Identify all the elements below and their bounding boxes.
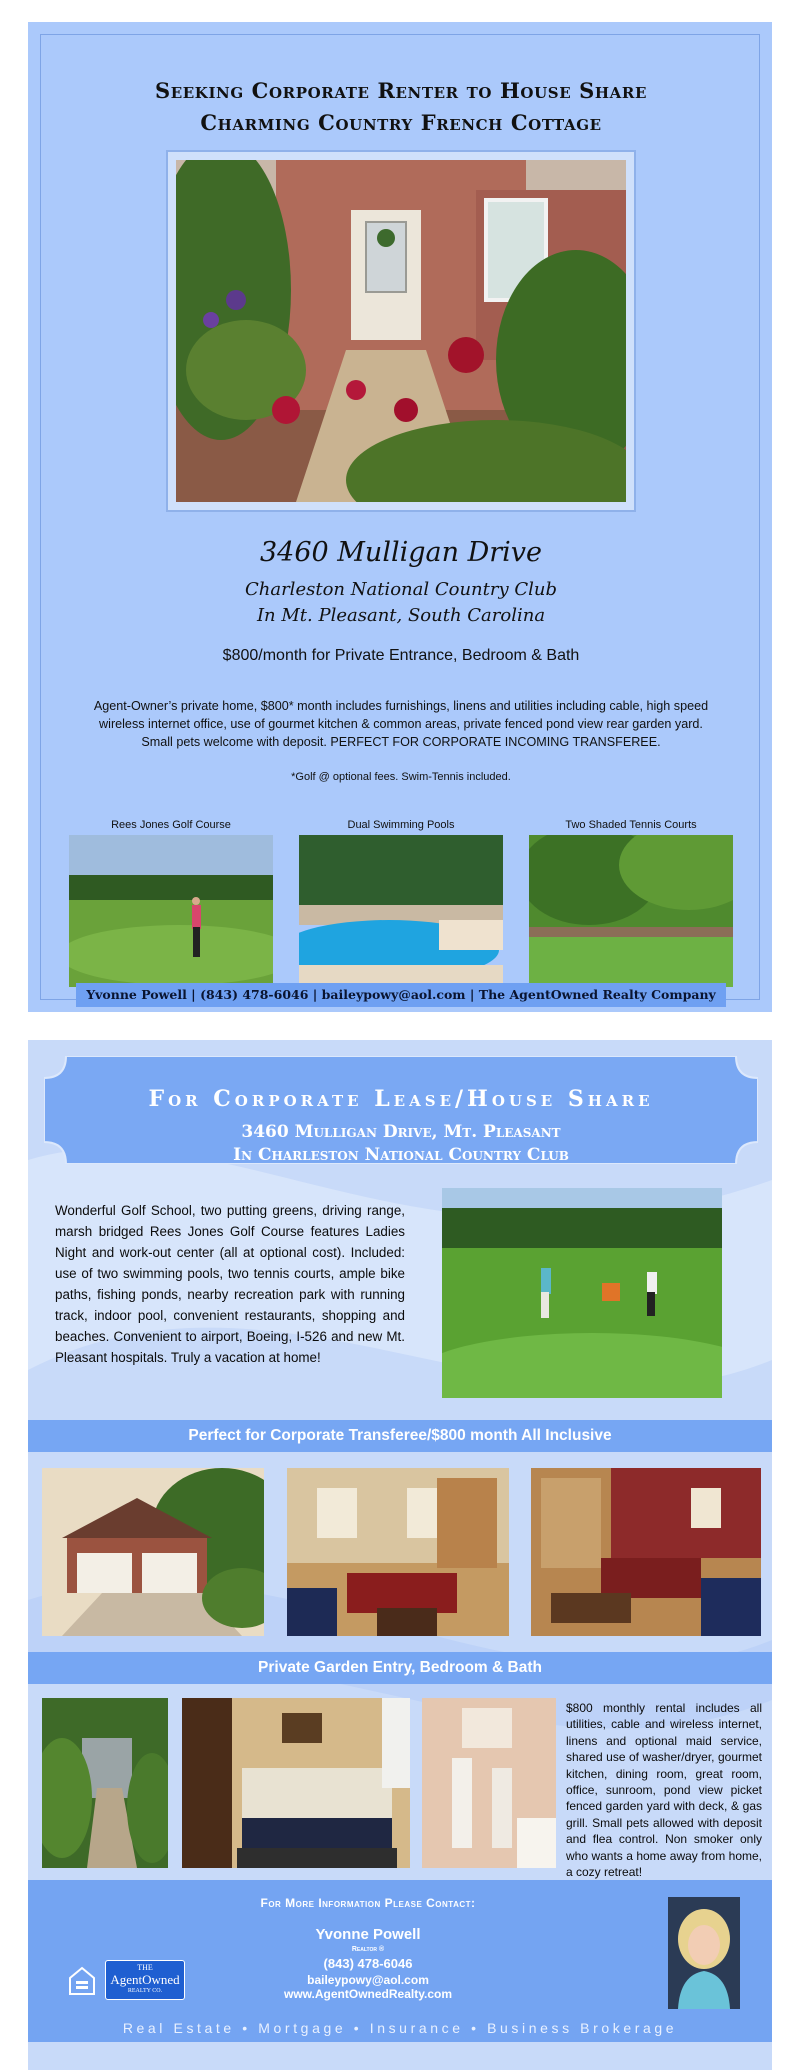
bath-photo — [422, 1698, 556, 1868]
logo-line-1: THE — [137, 1963, 153, 1972]
address-city: In Mt. Pleasant, South Carolina — [256, 605, 546, 626]
caption-tennis: Two Shaded Tennis Courts — [565, 819, 697, 831]
tennis-court-photo — [529, 835, 733, 987]
cottage-photo-frame — [166, 150, 636, 512]
banner-community: In Charleston National Country Club — [233, 1145, 569, 1165]
logo-line-2: AgentOwned — [110, 1972, 180, 1987]
flyer-border — [40, 34, 760, 1000]
price-line: $800/month for Private Entrance, Bedroom & Bath — [222, 647, 580, 664]
caption-golf: Rees Jones Golf Course — [111, 819, 231, 831]
title-line-1: Seeking Corporate Renter to House Share — [154, 78, 648, 103]
caption-pools: Dual Swimming Pools — [347, 819, 455, 831]
agent-name: Yvonne Powell — [315, 1926, 421, 1943]
golf-course-photo — [69, 835, 273, 987]
golf-note: *Golf @ optional fees. Swim-Tennis included. — [291, 771, 511, 783]
agent-phone: (843) 478-6046 — [323, 1956, 413, 1971]
agent-portrait — [668, 1897, 740, 2009]
rental-details: $800 monthly rental includes all utilities, cable and wireless internet, linens and optional maid service, shared use of washer/dryer, gourmet kitchen, dining room, great room, office, sunroom, pond view picket fenced garden yard with deck, & gas grill. Small pets allowed with deposit and flea control. Non smoker only who wants a home away from home, a cozy retreat! — [566, 1701, 762, 1880]
garden-gate-photo — [42, 1698, 168, 1868]
banner-address: 3460 Mulligan Drive, Mt. Pleasant — [241, 1122, 561, 1142]
title-line-2: Charming Country French Cottage — [200, 110, 602, 135]
equal-housing-icon — [68, 1966, 96, 1998]
flyer-title — [41, 75, 761, 139]
contact-footer — [28, 1880, 772, 2042]
bedroom-photo — [182, 1698, 410, 1868]
great-room-photo — [287, 1468, 509, 1636]
address-street: 3460 Mulligan Drive — [259, 537, 542, 568]
house-exterior-photo — [42, 1468, 264, 1636]
agent-email: baileypowy@aol.com — [307, 1973, 429, 1987]
header-banner — [44, 1056, 758, 1164]
flyer-cottage — [28, 22, 772, 1012]
agent-title: Realtor ® — [351, 1946, 385, 1953]
section-band-garden: Private Garden Entry, Bedroom & Bath — [28, 1652, 772, 1684]
amenities-paragraph: Wonderful Golf School, two putting greens, driving range, marsh bridged Rees Jones Golf Course features Ladies Night and work-out center (all at optional cost). Included: use of two swimming pools, two tennis courts, ample bike paths, fishing ponds, nearby recreation park with running track, indoor pool, convenient restaurants, shopping and beaches. Convenient to airport, Boeing, I-526 and new Mt. Pleasant hospitals. Truly a vacation at home! — [55, 1203, 405, 1365]
banner-title: For Corporate Lease/House Share — [148, 1086, 654, 1112]
section-band-transferee: Perfect for Corporate Transferee/$800 month All Inclusive — [28, 1420, 772, 1452]
logo-line-3: REALTY CO. — [127, 1988, 163, 1994]
swimming-pool-photo — [299, 835, 503, 987]
agentowned-logo — [105, 1960, 185, 2000]
footer-heading: For More Information Please Contact: — [260, 1896, 476, 1910]
sunroom-photo — [531, 1468, 761, 1636]
agent-website: www.AgentOwnedRealty.com — [283, 1987, 453, 2001]
flyer-lease — [28, 1040, 772, 2070]
description: Agent-Owner’s private home, $800* month includes furnishings, linens and utilities including cable, high speed wireless internet office, use of gourmet kitchen & common areas, private fenced pond view rear garden yard. Small pets welcome with deposit. PERFECT FOR CORPORATE INCOMING TRANSFEREE. — [93, 699, 709, 749]
golf-school-photo — [442, 1188, 722, 1398]
address-community: Charleston National Country Club — [244, 579, 557, 600]
contact-bar: Yvonne Powell | (843) 478-6046 | baileypowy@aol.com | The AgentOwned Realty Company — [76, 983, 726, 1007]
cottage-entry-photo — [176, 160, 626, 502]
footer-tagline: Real Estate • Mortgage • Insurance • Business Brokerage — [122, 2020, 678, 2036]
